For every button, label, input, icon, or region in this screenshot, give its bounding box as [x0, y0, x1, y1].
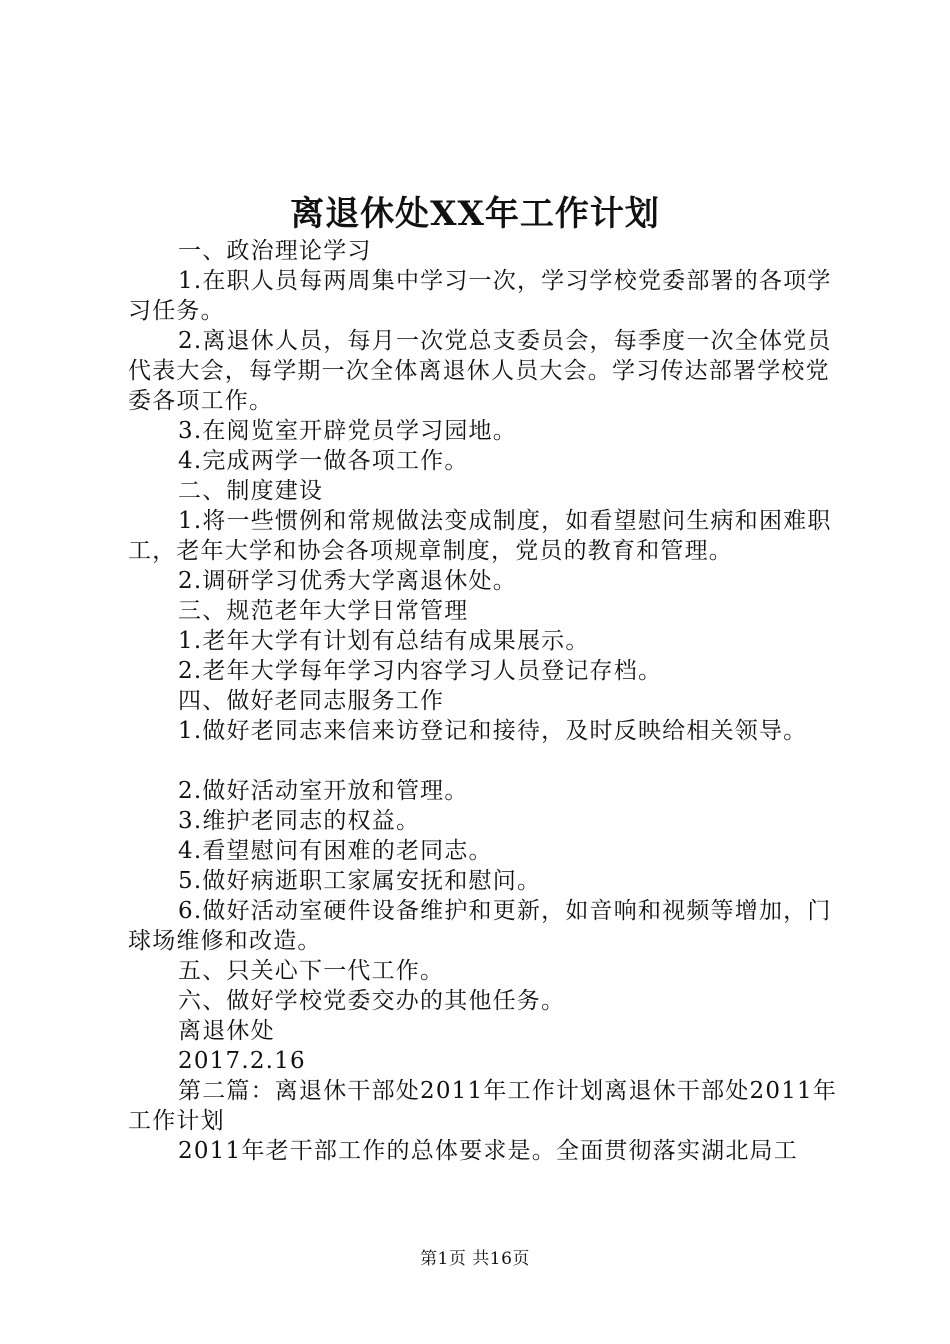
document-title: 离退休处XX年工作计划 [290, 194, 660, 234]
paragraph: 1.做好老同志来信来访登记和接待，及时反映给相关领导。 [178, 718, 808, 744]
page-number-footer: 第1页 共16页 [420, 1249, 530, 1269]
section-heading: 一、政治理论学习 [178, 238, 372, 264]
section-heading: 三、规范老年大学日常管理 [178, 598, 469, 624]
paragraph: 1.老年大学有计划有总结有成果展示。 [178, 628, 590, 654]
paragraph: 3.维护老同志的权益。 [178, 808, 421, 834]
paragraph: 3.在阅览室开辟党员学习园地。 [178, 418, 517, 444]
paragraph: 4.完成两学一做各项工作。 [178, 448, 469, 474]
paragraph: 第二篇：离退休干部处2011年工作计划离退休干部处2011年工作计划 [128, 1078, 838, 1134]
paragraph: 2.离退休人员，每月一次党总支委员会，每季度一次全体党员代表大会，每学期一次全体离退休人员大会。学习传达部署学校党委各项工作。 [128, 328, 832, 414]
paragraph: 1.在职人员每两周集中学习一次，学习学校党委部署的各项学习任务。 [128, 268, 832, 324]
paragraph: 2011年老干部工作的总体要求是。全面贯彻落实湖北局工 [178, 1138, 798, 1164]
signature-date: 2017.2.16 [178, 1048, 306, 1074]
section-heading: 五、只关心下一代工作。 [178, 958, 445, 984]
section-heading: 二、制度建设 [178, 478, 324, 504]
signature-department: 离退休处 [178, 1018, 275, 1044]
paragraph: 4.看望慰问有困难的老同志。 [178, 838, 493, 864]
section-heading: 六、做好学校党委交办的其他任务。 [178, 988, 566, 1014]
section-heading: 四、做好老同志服务工作 [178, 688, 445, 714]
document-body [128, 236, 840, 1166]
paragraph: 5.做好病逝职工家属安抚和慰问。 [178, 868, 542, 894]
paragraph: 2.调研学习优秀大学离退休处。 [178, 568, 517, 594]
paragraph: 2.做好活动室开放和管理。 [178, 778, 469, 804]
paragraph: 1.将一些惯例和常规做法变成制度，如看望慰问生病和困难职工，老年大学和协会各项规章制度，党员的教育和管理。 [128, 508, 832, 564]
paragraph: 2.老年大学每年学习内容学习人员登记存档。 [178, 658, 663, 684]
paragraph: 6.做好活动室硬件设备维护和更新，如音响和视频等增加，门球场维修和改造。 [128, 898, 832, 954]
